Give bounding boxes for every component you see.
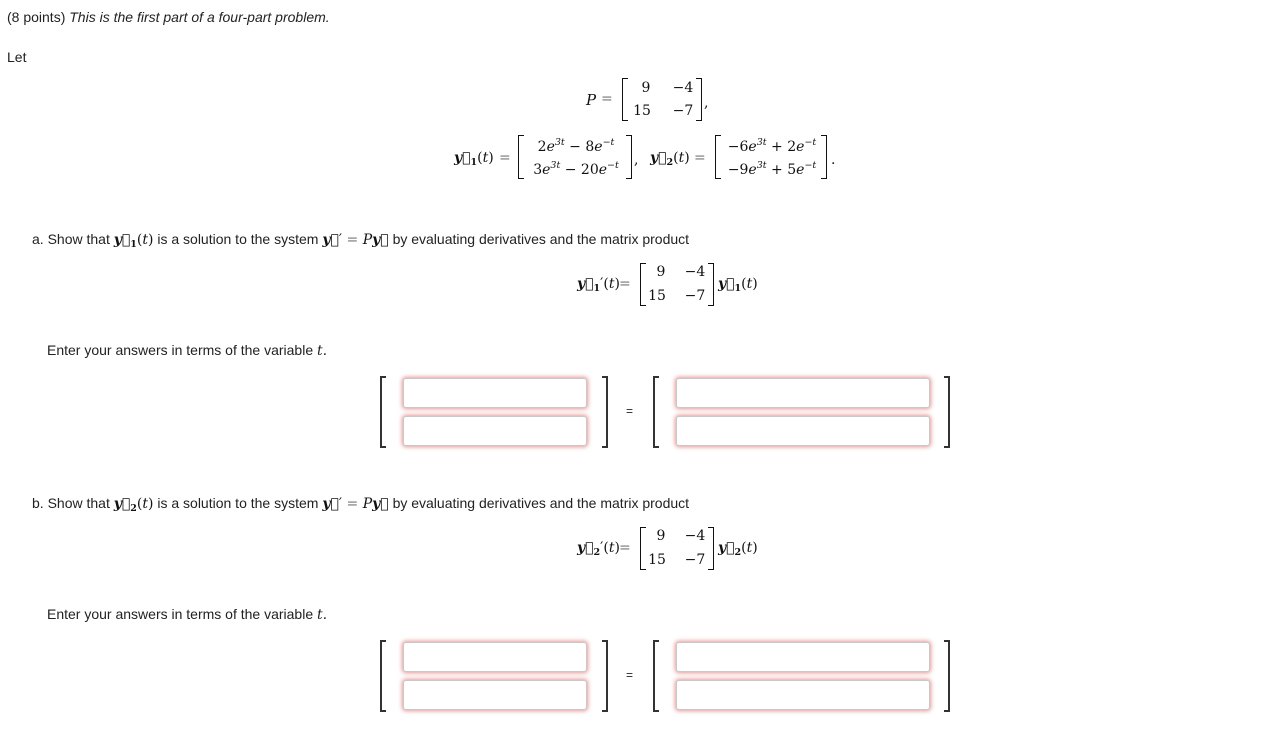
matrix-cell: −4 <box>684 528 706 544</box>
left-bracket <box>622 78 628 121</box>
right-bracket <box>944 376 950 448</box>
problem-header <box>7 9 330 25</box>
left-bracket <box>653 640 659 712</box>
points-label: (8 points) <box>7 9 66 25</box>
part-a-statement: a. Show that $y⃗_1(t)$ is a solution to the system y⃗′ = Py⃗ by evaluating derivatives and the matrix product <box>32 231 690 250</box>
answer-input-b-rhs-2[interactable] <box>676 680 930 710</box>
let-label: Let <box>7 49 27 65</box>
equals-sign: = <box>626 404 634 418</box>
y2-row1: $-6e^{3t} + 2e^{-t}$ <box>727 137 817 155</box>
matrix-cell: −7 <box>684 288 706 304</box>
matrix-cell: 9 <box>656 264 666 280</box>
equals-sign: = <box>619 540 631 556</box>
y2-prime-symbol: $y⃗_2'(t)$ <box>577 540 620 558</box>
matrix-cell: 15 <box>648 288 666 304</box>
equals-sign: = <box>694 150 706 166</box>
problem-intro: This is the first part of a four-part problem. <box>69 9 330 25</box>
y2-symbol: $y⃗_2(t)$ <box>718 540 758 558</box>
matrix-cell: −7 <box>684 552 706 568</box>
y1-row1: $2e^{3t} - 8e^{-t}$ <box>537 137 615 155</box>
equals-sign: = <box>626 668 634 682</box>
period: . <box>831 152 836 168</box>
y1-row2: $3e^{3t} - 20e^{-t}$ <box>533 160 619 178</box>
comma: , <box>704 95 709 111</box>
y1-prime-symbol: $y⃗_1'(t)$ <box>577 276 620 294</box>
right-bracket <box>696 78 702 121</box>
part-b-statement: b. Show that $y⃗_2(t)$ is a solution to the system y⃗′ = Py⃗ by evaluating derivatives and the matrix product <box>32 495 690 514</box>
answer-input-a-lhs-1[interactable] <box>403 378 587 408</box>
answer-input-b-lhs-2[interactable] <box>403 680 587 710</box>
equals-sign: = <box>619 276 631 292</box>
y1-symbol: $y⃗_1(t)$ <box>454 150 494 168</box>
right-bracket <box>821 135 827 179</box>
matrix-cell: −4 <box>672 80 694 96</box>
matrix-cell: 9 <box>641 80 651 96</box>
right-bracket <box>626 135 632 179</box>
left-bracket <box>380 640 386 712</box>
matrix-cell: 9 <box>656 528 666 544</box>
p-symbol: P <box>586 91 597 109</box>
right-bracket <box>708 263 714 306</box>
left-bracket <box>715 135 721 179</box>
right-bracket <box>708 527 714 570</box>
part-b-instruction: Enter your answers in terms of the variable t. <box>47 606 328 623</box>
part-a-instruction: Enter your answers in terms of the variable t. <box>47 342 328 359</box>
comma: , <box>634 152 639 168</box>
equals-sign: = <box>601 91 613 107</box>
left-bracket <box>380 376 386 448</box>
matrix-cell: −4 <box>684 264 706 280</box>
answer-input-a-lhs-2[interactable] <box>403 416 587 446</box>
matrix-cell: −7 <box>672 103 694 119</box>
left-bracket <box>653 376 659 448</box>
answer-input-b-rhs-1[interactable] <box>676 642 930 672</box>
right-bracket <box>944 640 950 712</box>
y2-row2: $-9e^{3t} + 5e^{-t}$ <box>727 160 817 178</box>
answer-input-a-rhs-2[interactable] <box>676 416 930 446</box>
answer-input-a-rhs-1[interactable] <box>676 378 930 408</box>
y2-symbol: $y⃗_2(t)$ <box>650 150 690 168</box>
right-bracket <box>602 376 608 448</box>
equals-sign: = <box>499 150 511 166</box>
matrix-cell: 15 <box>633 103 651 119</box>
right-bracket <box>602 640 608 712</box>
matrix-cell: 15 <box>648 552 666 568</box>
answer-input-b-lhs-1[interactable] <box>403 642 587 672</box>
y1-symbol: $y⃗_1(t)$ <box>718 276 758 294</box>
